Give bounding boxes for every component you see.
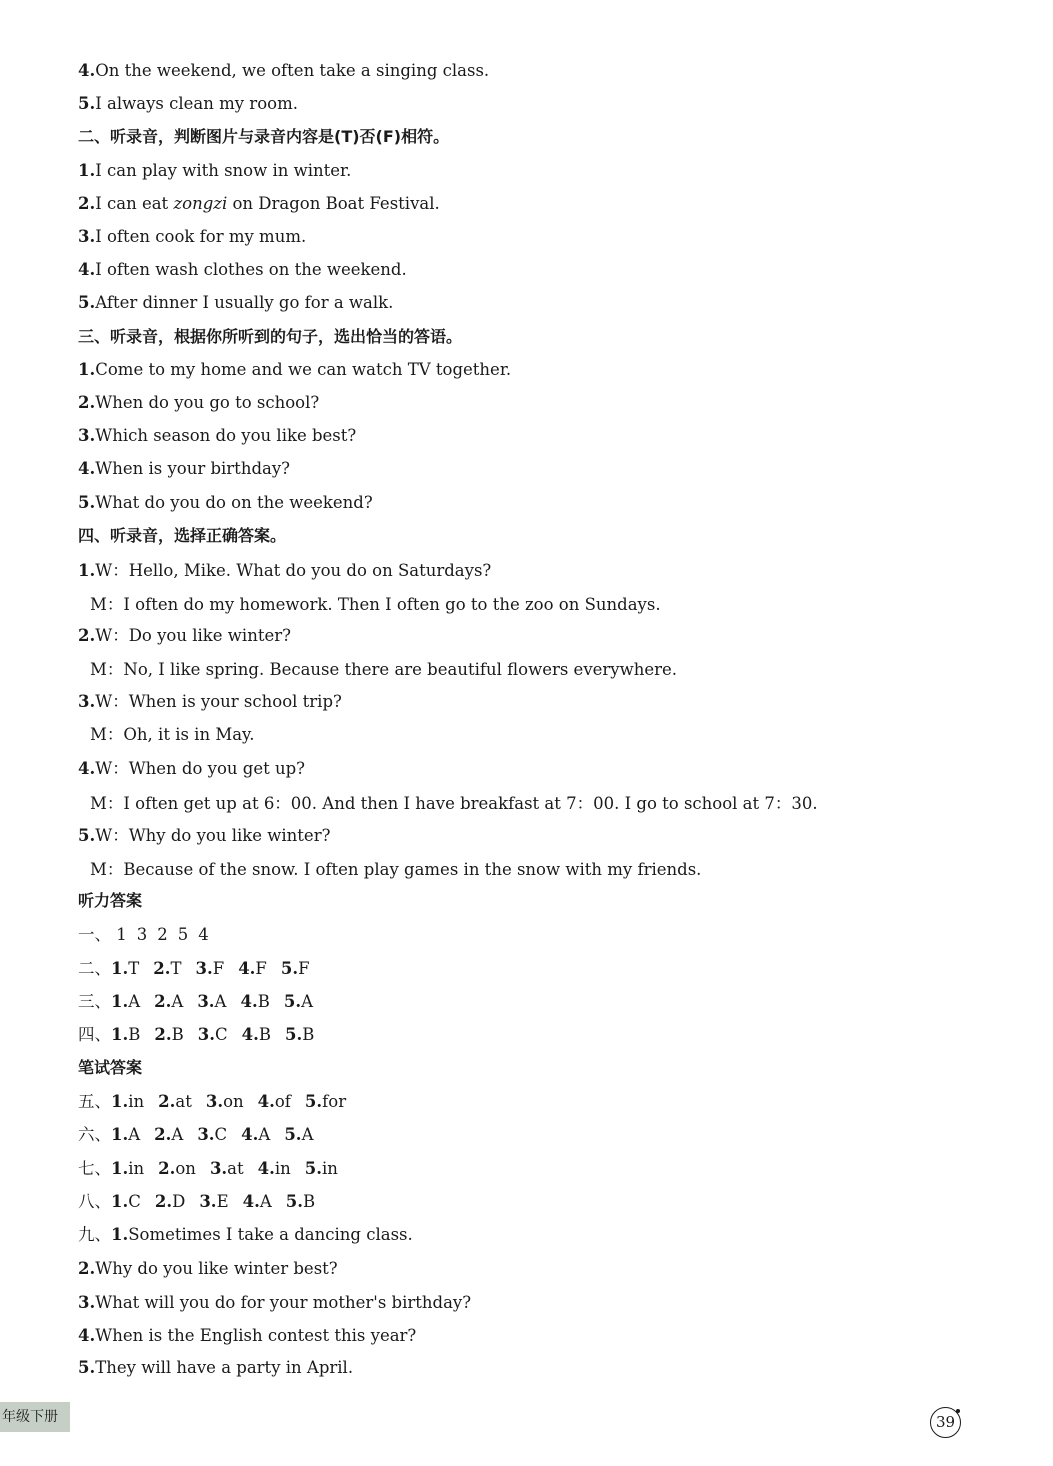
part2-item-2: 2.I can eat zongzi on Dragon Boat Festival. — [78, 194, 440, 213]
answer-row-3: 三、1.A 2.A 3.A 4.B 5.A — [78, 992, 313, 1011]
answer-row-9-item-2: 2.Why do you like winter best? — [78, 1259, 338, 1278]
part4-dialogue-4-m: M：I often get up at 6：00. And then I have breakfast at 7：00. I go to school at 7：30. — [90, 794, 818, 813]
page-number-dot — [956, 1409, 960, 1413]
part4-dialogue-5-w: 5.W：Why do you like winter? — [78, 826, 331, 845]
part1-item-5: 5.I always clean my room. — [78, 94, 298, 113]
answer-row-4: 四、1.B 2.B 3.C 4.B 5.B — [78, 1025, 315, 1044]
part2-item-3: 3.I often cook for my mum. — [78, 227, 307, 246]
part3-item-5: 5.What do you do on the weekend? — [78, 493, 373, 512]
part3-item-2: 2.When do you go to school? — [78, 393, 320, 412]
listening-answers-heading: 听力答案 — [78, 891, 143, 910]
grade-label-tab: 年级下册 — [0, 1402, 70, 1432]
part2-heading: 二、听录音，判断图片与录音内容是(T)否(F)相符。 — [78, 127, 450, 146]
answer-row-9-item-5: 5.They will have a party in April. — [78, 1358, 354, 1377]
part4-dialogue-1-w: 1.W：Hello, Mike. What do you do on Saturdays? — [78, 561, 492, 580]
written-answers-heading: 笔试答案 — [78, 1058, 143, 1077]
answer-row-9-item-1: 九、1.Sometimes I take a dancing class. — [78, 1225, 413, 1244]
part4-dialogue-3-w: 3.W：When is your school trip? — [78, 692, 342, 711]
part4-dialogue-3-m: M：Oh, it is in May. — [90, 725, 255, 744]
part4-heading: 四、听录音，选择正确答案。 — [78, 526, 287, 545]
part3-item-1: 1.Come to my home and we can watch TV together. — [78, 360, 512, 379]
answer-row-9-item-4: 4.When is the English contest this year? — [78, 1326, 417, 1345]
part4-dialogue-4-w: 4.W：When do you get up? — [78, 759, 306, 778]
part3-item-3: 3.Which season do you like best? — [78, 426, 357, 445]
part2-item-4: 4.I often wash clothes on the weekend. — [78, 260, 407, 279]
part4-dialogue-1-m: M：I often do my homework. Then I often go to the zoo on Sundays. — [90, 595, 661, 614]
part4-dialogue-2-m: M：No, I like spring. Because there are beautiful flowers everywhere. — [90, 660, 678, 679]
part3-heading: 三、听录音，根据你所听到的句子，选出恰当的答语。 — [78, 327, 463, 346]
part4-dialogue-2-w: 2.W：Do you like winter? — [78, 626, 291, 645]
part4-dialogue-5-m: M：Because of the snow. I often play games in the snow with my friends. — [90, 860, 702, 879]
part2-item-5: 5.After dinner I usually go for a walk. — [78, 293, 394, 312]
page-number: 39 — [930, 1407, 961, 1438]
answer-row-9-item-3: 3.What will you do for your mother's birthday? — [78, 1293, 472, 1312]
answer-row-6: 六、1.A 2.A 3.C 4.A 5.A — [78, 1125, 314, 1144]
answer-row-2: 二、1.T 2.T 3.F 4.F 5.F — [78, 959, 310, 978]
answer-row-8: 八、1.C 2.D 3.E 4.A 5.B — [78, 1192, 316, 1211]
answer-row-1: 一、 1 3 2 5 4 — [78, 925, 209, 944]
part3-item-4: 4.When is your birthday? — [78, 459, 291, 478]
answer-row-5: 五、1.in 2.at 3.on 4.of 5.for — [78, 1092, 347, 1111]
answer-row-7: 七、1.in 2.on 3.at 4.in 5.in — [78, 1159, 338, 1178]
part1-item-4: 4.On the weekend, we often take a singing class. — [78, 61, 490, 80]
part2-item-1: 1.I can play with snow in winter. — [78, 161, 352, 180]
